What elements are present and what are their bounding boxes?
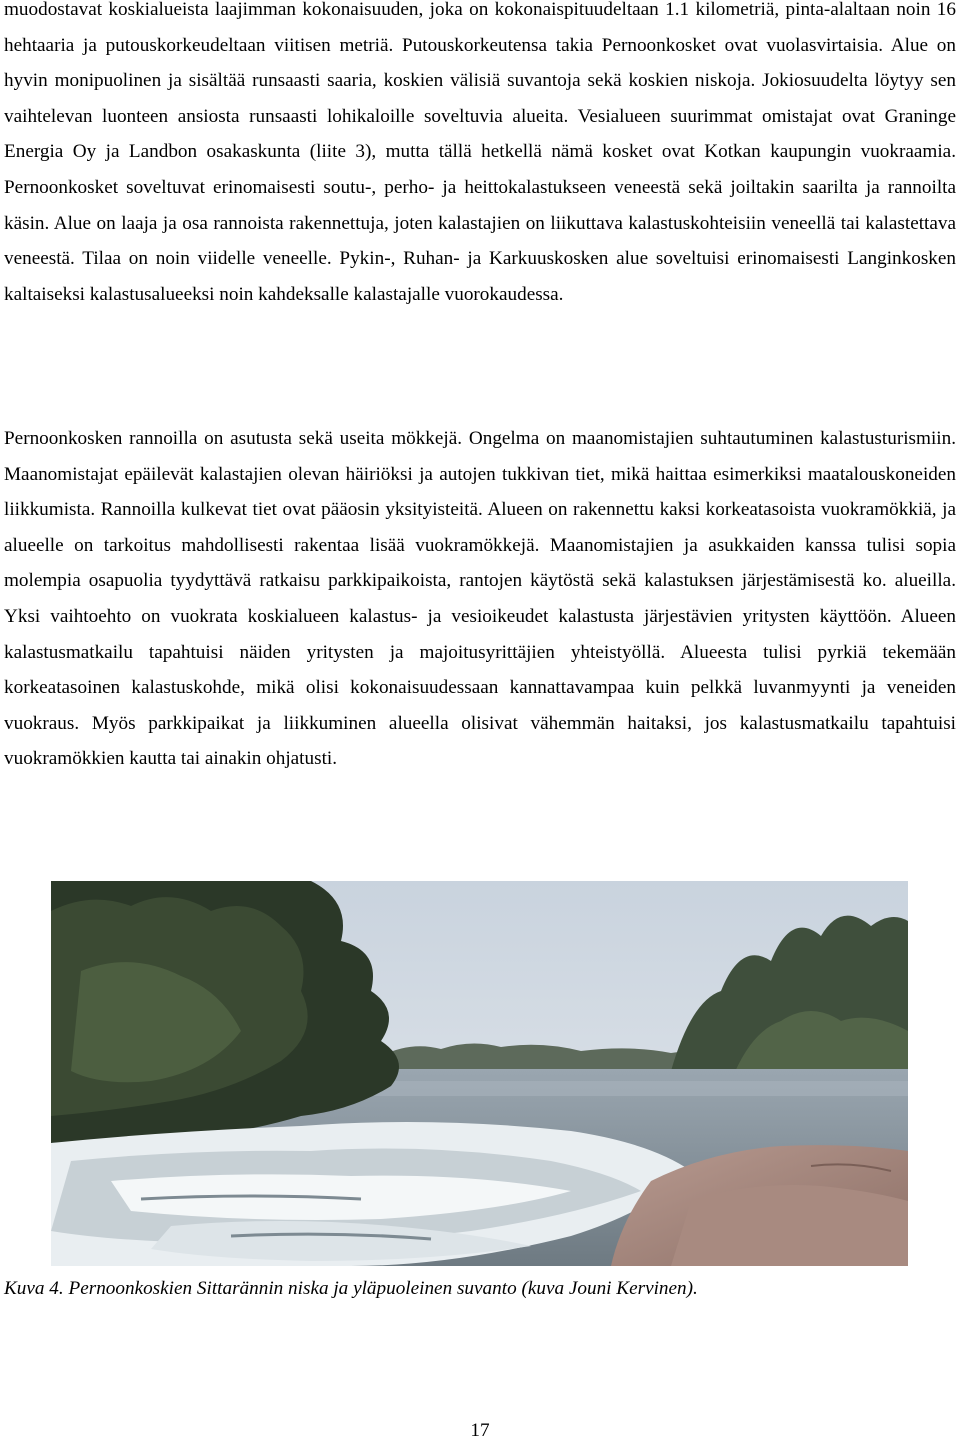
rapids-photo <box>51 881 908 1266</box>
page-number: 17 <box>470 1420 490 1441</box>
figure-caption: Kuva 4. Pernoonkoskien Sittarännin niska ja yläpuoleinen suvanto (kuva Jouni Kervinen). <box>4 1278 698 1299</box>
body-paragraph-2: Pernoonkosken rannoilla on asutusta sekä useita mökkejä. Ongelma on maanomistajien suhtautuminen kalastusturismiin. Maanomistajat epäilevät kalastajien olevan häiriöksi ja autojen tukkivan tiet, mikä haittaa esimerkiksi maatalouskoneiden liikkumista. Rannoilla kulkevat tiet ovat pääosin yksityisteitä. Alueen on rakennettu kaksi korkeatasoista vuokramökkiä, ja alueelle on tarkoitus mahdollisesti rakentaa lisää vuokramökkejä. Maanomistajien ja asukkaiden kanssa tulisi sopia molempia osapuolia tyydyttävä ratkaisu parkkipaikoista, rantojen käytöstä sekä kalastuksen järjestämisestä ko. alueilla. Yksi vaihtoehto on vuokrata koskialueen kalastus- ja vesioikeudet kalastusta järjestävien yritysten käyttöön. Alueen kalastusmatkailu tapahtuisi näiden yritysten ja majoitusyrittäjien yhteistyöllä. Alueesta tulisi pyrkiä tekemään korkeatasoinen kalastuskohde, mikä olisi kokonaisuudessaan kannattavampaa kuin pelkkä luvanmyynti ja veneiden vuokraus. Myös parkkipaikat ja liikkuminen alueella olisivat vähemmän haitaksi, jos kalastusmatkailu tapahtuisi vuokramökkien kautta tai ainakin ohjatusti. <box>4 428 956 770</box>
body-paragraph-1: muodostavat koskialueista laajimman kokonaisuuden, joka on kokonaispituudeltaan 1.1 kilometriä, pinta-alaltaan noin 16 hehtaaria ja putouskorkeudeltaan viitisen metriä. Putouskorkeutensa takia Pernoonkosket ovat vuolasvirtaisia. Alue on hyvin monipuolinen ja sisältää runsaasti saaria, koskien välisiä suvantoja sekä koskien niskoja. Jokiosuudelta löytyy sen vaihtelevan luonteen ansiosta runsaasti lohikaloille soveltuvia alueita. Vesialueen suurimmat omistajat ovat Graninge Energia Oy ja Landbon osakaskunta (liite 3), mutta tällä hetkellä nämä kosket ovat Kotkan kaupungin vuokraamia. Pernoonkosket soveltuvat erinomaisesti soutu-, perho- ja heittokalastukseen veneestä sekä joiltakin saarilta ja rannoilta käsin. Alue on laaja ja osa rannoista rakennettuja, joten kalastajien on liikuttava kalastuskohteisiin veneellä tai kalastettava veneestä. Tilaa on noin viidelle veneelle. Pykin-, Ruhan- ja Karkuuskosken alue soveltuisi erinomaisesti Langinkosken kaltaiseksi kalastusalueeksi noin kahdeksalle kalastajalle vuorokaudessa. <box>4 0 956 305</box>
